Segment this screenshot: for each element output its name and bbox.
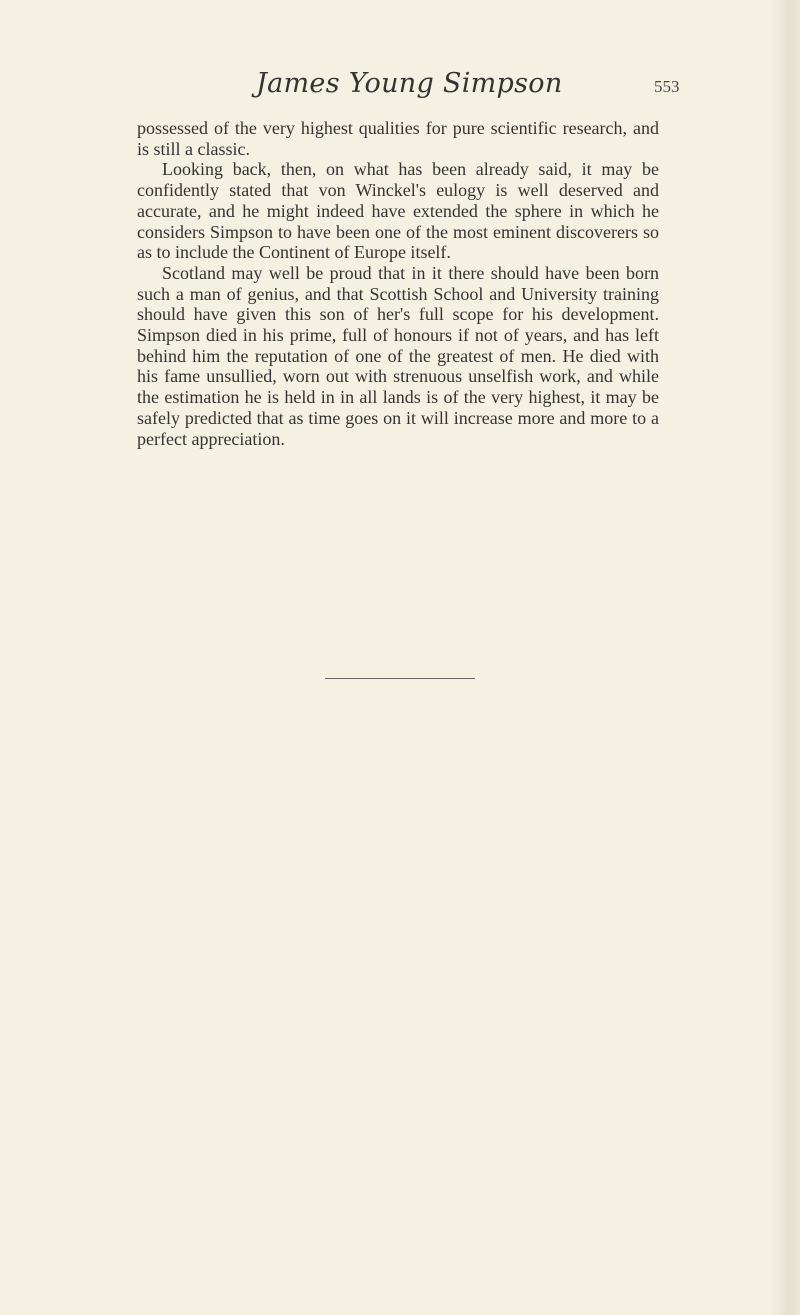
paragraph-2: Looking back, then, on what has been already said, it may be confidently stated that von Winckel's eulogy is well deserved and accurate, and he might indeed have extended the sphere in which he considers Simpson to have been one of the most eminent discoverers so as to include the Continent of Europe itself.: [137, 159, 659, 263]
paragraph-3: Scotland may well be proud that in it there should have been born such a man of genius, and that Scottish School and University training should have given this son of her's full scope for his development. Simpson died in his prime, full of honours if not of years, and has left behind him the reputation of one of the greatest of men. He died with his fame unsullied, worn out with strenuous unselfish work, and while the estimation he is held in in all lands is of the very highest, it may be safely predicted that as time goes on it will increase more and more to a perfect appreciation.: [137, 262, 659, 449]
paragraph-1: possessed of the very highest qualities for pure scientific research, and is still a classic.: [137, 118, 659, 159]
body-text: [137, 118, 659, 449]
page-title: James Young Simpson: [256, 68, 563, 99]
section-end-rule: [325, 678, 475, 679]
running-head: [0, 68, 800, 108]
page-number: 553: [654, 77, 680, 96]
